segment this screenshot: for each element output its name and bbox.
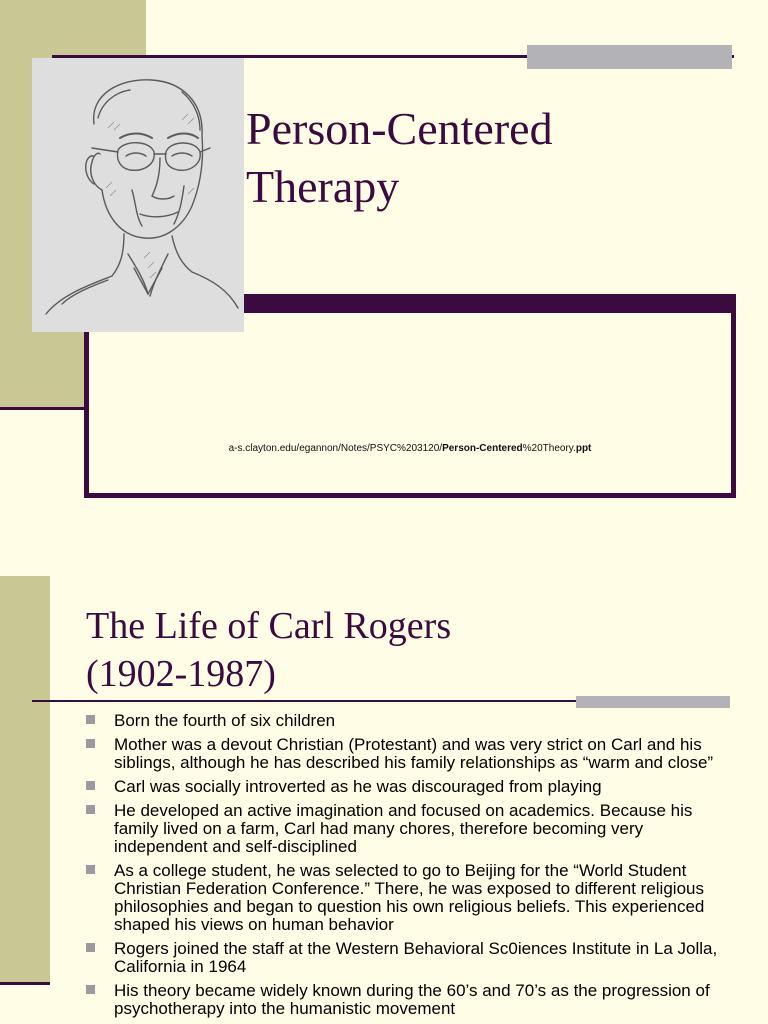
side-divider-line [0,407,86,410]
bullet-item: Carl was socially introverted as he was discouraged from playing [86,778,726,796]
bullet-item: Rogers joined the staff at the Western Behavioral Sc0iences Institute in La Jolla, California in 1964 [86,940,726,976]
olive-side-band [0,576,50,984]
bullet-item: As a college student, he was selected to go to Beijing for the “World Student Christian Federation Conference.” There, he was exposed to different religious philosophies and began to question his own religious beliefs. This experienced shaped his views on human behavior [86,862,726,934]
bullet-item: He developed an active imagination and focused on academics. Because his family lived on a farm, Carl had many chores, therefore becoming very independent and self-disciplined [86,802,726,856]
side-divider-line [0,982,50,985]
square-bullet-icon [86,805,95,814]
square-bullet-icon [86,715,95,724]
slide-title [86,602,726,698]
title-line-2: (1902-1987) [86,653,276,695]
square-bullet-icon [86,865,95,874]
biography-slide [0,576,768,1024]
source-url[interactable]: a-s.clayton.edu/egannon/Notes/PSYC%203120/Person-Centered%20Theory.ppt [228,443,592,454]
bullet-list [86,712,726,1024]
slide-title [246,100,726,216]
bullet-item: His theory became widely known during the 60’s and 70’s as the progression of psychotherapy into the humanistic movement [86,982,726,1018]
square-bullet-icon [86,781,95,790]
bullet-item: Born the fourth of six children [86,712,726,730]
title-line-1: Person-Centered [246,103,553,154]
grey-accent-bar [527,45,732,69]
portrait-drawing [32,58,244,332]
square-bullet-icon [86,985,95,994]
portrait-sketch [32,58,244,332]
square-bullet-icon [86,739,95,748]
square-bullet-icon [86,943,95,952]
title-line-2: Therapy [246,161,400,212]
title-line-1: The Life of Carl Rogers [86,605,452,647]
bullet-item: Mother was a devout Christian (Protestant) and was very strict on Carl and his siblings, although he has described his family relationships as “warm and close” [86,736,726,772]
